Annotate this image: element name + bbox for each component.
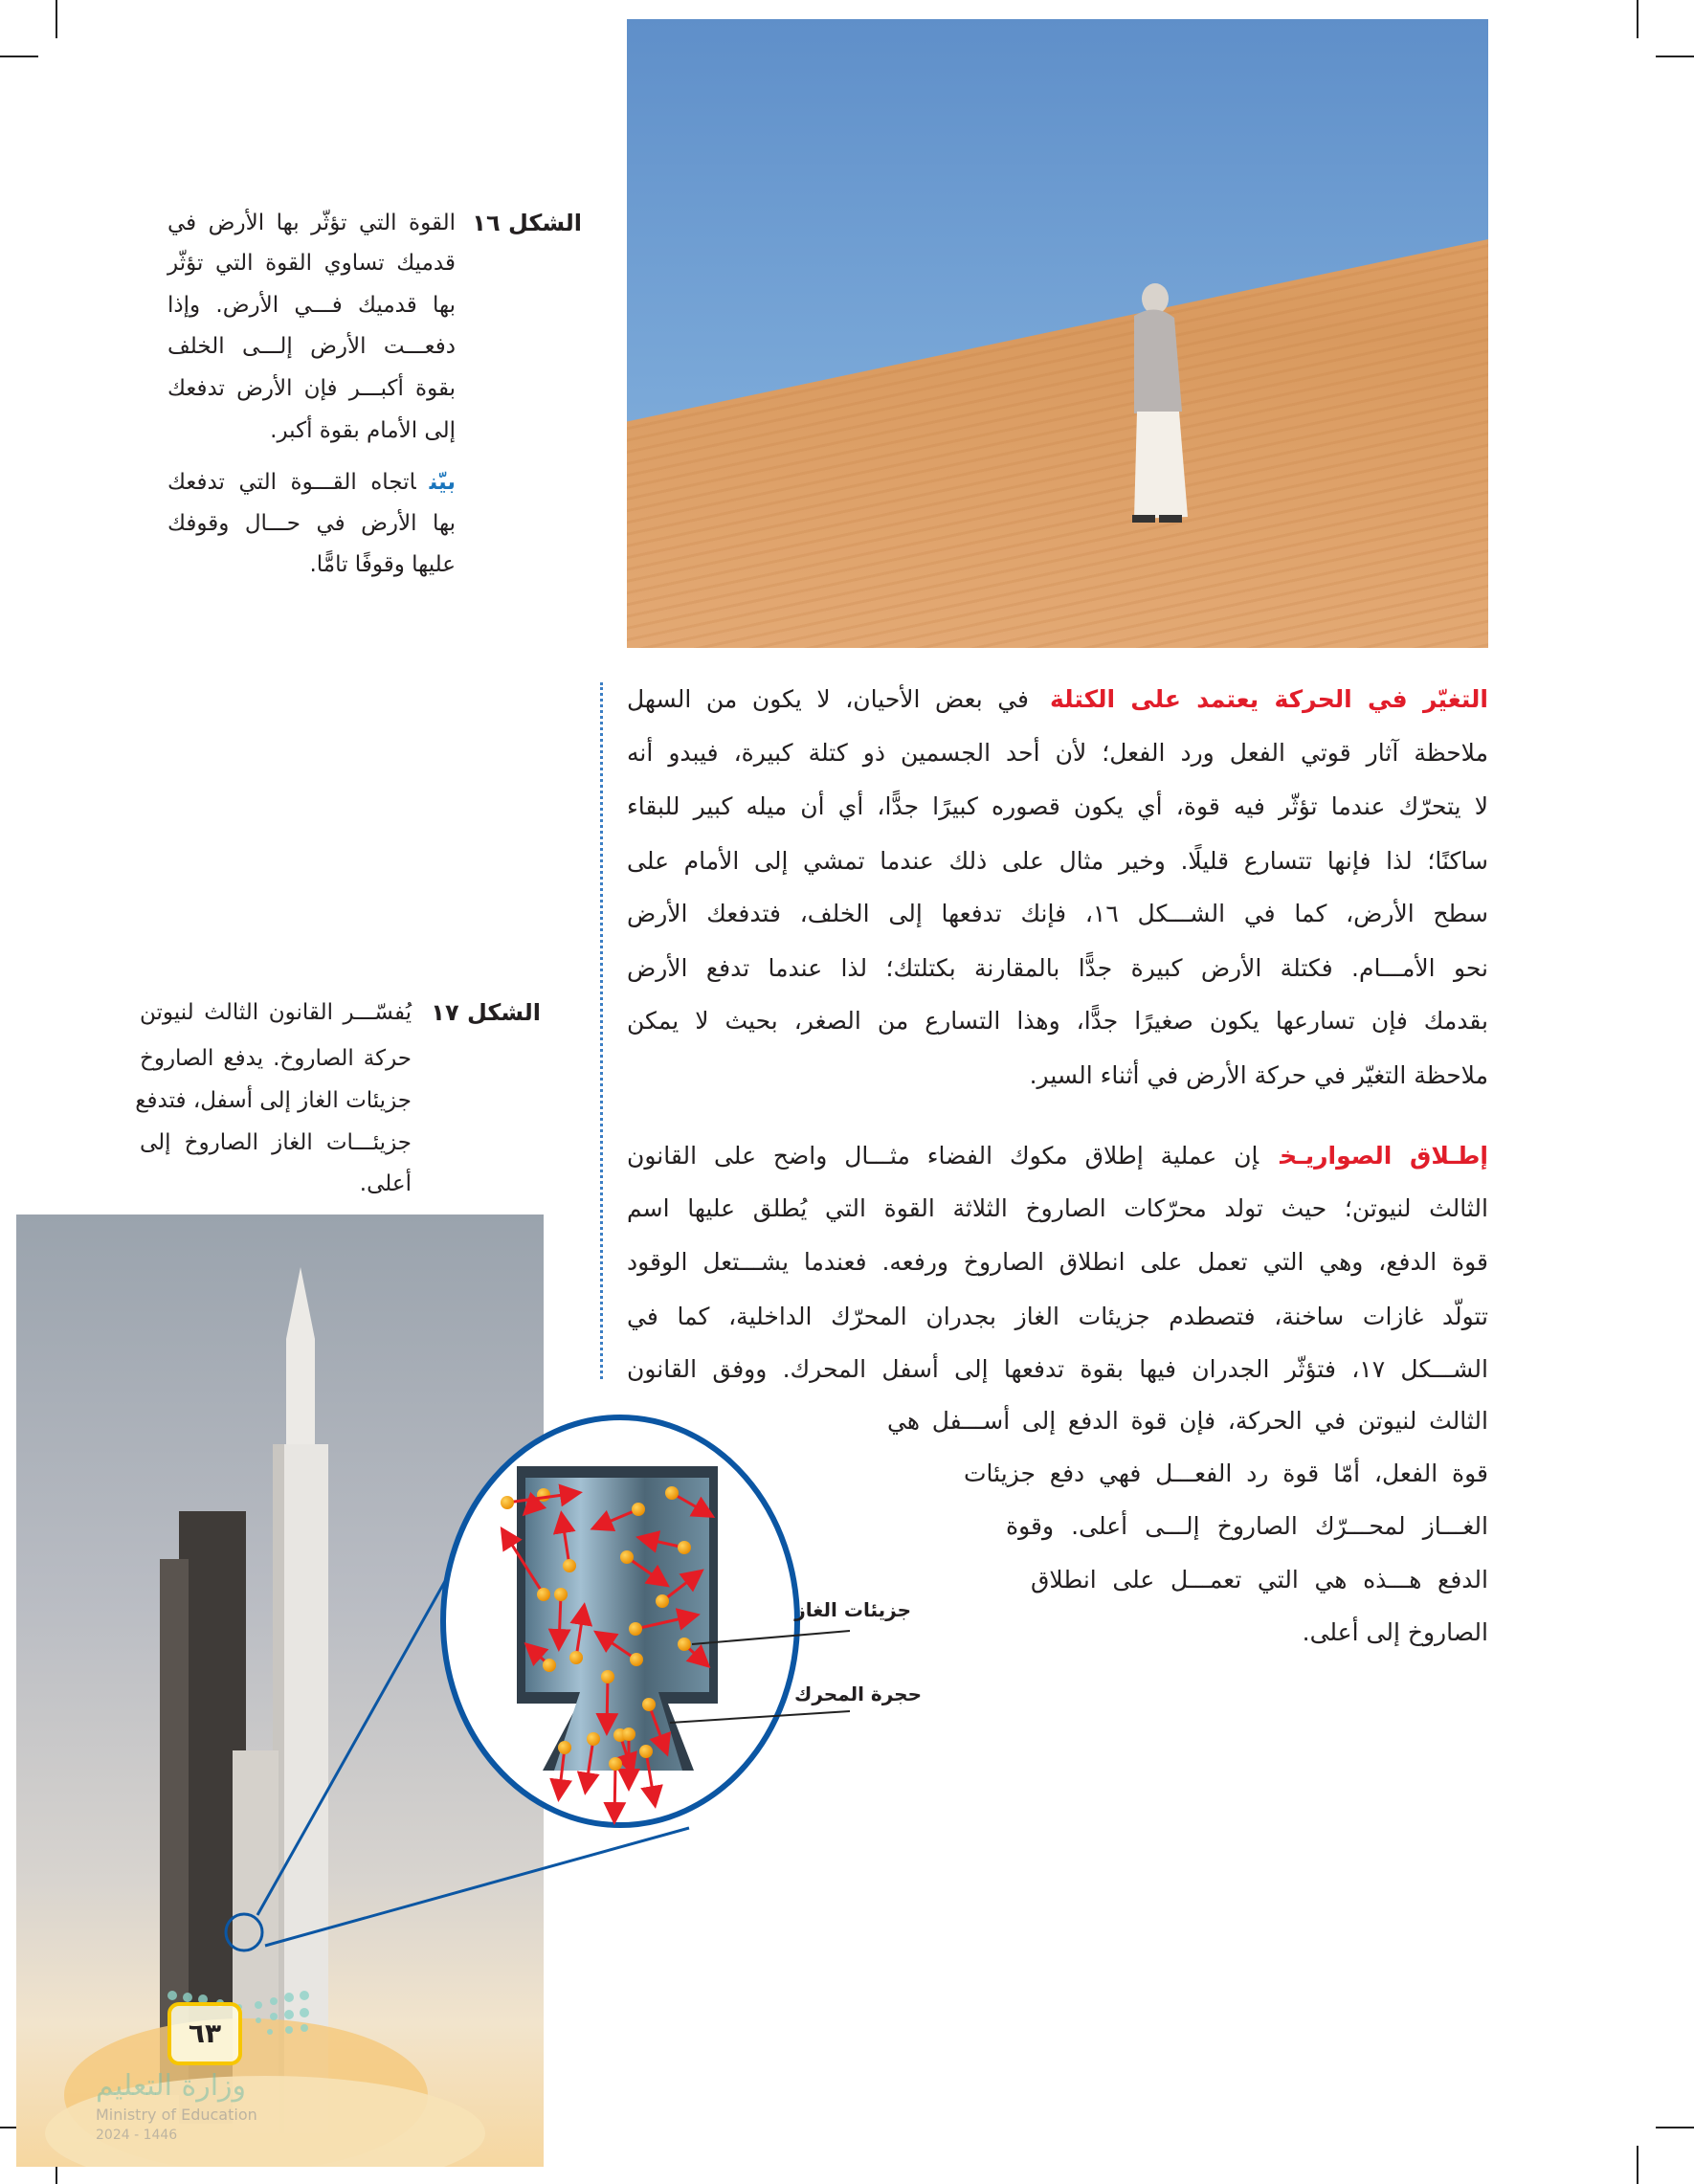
gas-molecule-icon xyxy=(632,1503,645,1516)
gas-molecule-icon xyxy=(630,1653,643,1666)
caption-line: يُفسّـــر القانون الثالث لنيوتن xyxy=(140,1000,412,1025)
paragraph-line: سطح الأرض، كما في الشـــكل ١٦، فإنك تدفعها إلى الخلف، فتدفعك الأرض xyxy=(627,900,1488,927)
watermark-year: 2024 - 1446 xyxy=(96,2128,178,2143)
gas-molecule-icon xyxy=(537,1588,550,1601)
paragraph-line: الثالث لنيوتن؛ حيث تولد محرّكات الصاروخ الثلاثة القوة التي يُطلق عليها اسم xyxy=(627,1194,1488,1222)
section-heading: التغيّر في الحركة يعتمد على الكتلة xyxy=(1050,685,1489,713)
gas-molecule-icon xyxy=(620,1550,634,1564)
paragraph-line: ملاحظة آثار قوتي الفعل ورد الفعل؛ لأن أحد الجسمين ذو كتلة كبيرة، فيبدو أنه xyxy=(627,739,1488,767)
gas-molecule-icon xyxy=(639,1745,653,1758)
paragraph-line: الغـــاز لمحـــرّك الصاروخ إلـــى أعلى. وقوة xyxy=(1006,1512,1488,1540)
question-text: اتجاه القـــوة التي تدفعك xyxy=(167,470,416,495)
gas-molecule-icon xyxy=(678,1541,691,1554)
figure-17-label: الشكل ١٧ xyxy=(431,999,541,1026)
gas-molecule-icon xyxy=(501,1496,514,1509)
paragraph-line: الشـــكل ١٧، فتؤثّر الجدران فيها بقوة تدفعها إلى أسفل المحرك. ووفق القانون xyxy=(627,1355,1488,1383)
gas-molecule-icon xyxy=(609,1757,622,1771)
gas-molecule-icon xyxy=(554,1588,568,1601)
caption-line: جزيئات الغاز إلى أسفل، فتدفع xyxy=(135,1088,412,1113)
caption-line: قدميك تساوي القوة التي تؤثّر xyxy=(167,251,456,276)
caption-line: دفعـــت الأرض إلـــى الخلف xyxy=(167,334,456,359)
gas-molecule-icon xyxy=(629,1622,642,1636)
watermark-logo-text: وزارة التعليم xyxy=(96,2069,247,2103)
caption-line: حركة الصاروخ. يدفع الصاروخ xyxy=(140,1046,412,1071)
caption-line: بقوة أكبـــر فإن الأرض تدفعك xyxy=(167,376,456,401)
watermark-english: Ministry of Education xyxy=(96,2106,257,2124)
caption-line: بها قدميك فـــي الأرض. وإذا xyxy=(167,293,456,318)
paragraph-line: الصاروخ إلى أعلى. xyxy=(1302,1618,1488,1646)
zoom-connector-line xyxy=(265,1828,689,1946)
motion-arrow-icon xyxy=(607,1677,608,1730)
section-heading: إطـلاق الصواريـخ xyxy=(1280,1142,1488,1170)
paragraph-line: بقدمك فإن تسارعها يكون صغيرًا جدًّا، وهذا التسارع من الصغر، بحيث لا يمكن xyxy=(627,1007,1488,1035)
paragraph-line: قوة الدفع، وهي التي تعمل على انطلاق الصاروخ ورفعه. فعندما يشـــتعل الوقود xyxy=(627,1248,1488,1276)
paragraph-line: ساكنًا؛ لذا فإنها تتسارع قليلًا. وخير مثال على ذلك عندما تمشي إلى الأمام على xyxy=(627,847,1488,875)
caption-line: إلى الأمام بقوة أكبر. xyxy=(270,418,456,443)
line-text: في بعض الأحيان، لا يكون من السهل xyxy=(627,685,1030,713)
gas-molecule-icon xyxy=(642,1698,656,1711)
gas-molecule-icon xyxy=(558,1741,571,1754)
gas-molecules-label: جزيئات الغاز xyxy=(794,1598,911,1621)
gas-molecule-icon xyxy=(587,1732,600,1746)
gas-molecule-icon xyxy=(656,1594,669,1608)
paragraph-line: تتولّد غازات ساخنة، فتصطدم جزيئات الغاز بجدران المحرّك الداخلية، كما في xyxy=(627,1303,1488,1330)
paragraph-line: الثالث لنيوتن في الحركة، فإن قوة الدفع إلى أســـفل هي xyxy=(887,1407,1488,1435)
paragraph-line: نحو الأمـــام. فكتلة الأرض كبيرة جدًّا بالمقارنة بكتلتك؛ لذا عندما تدفع الأرض xyxy=(627,954,1488,982)
engine-chamber-label: حجرة المحرك xyxy=(794,1683,922,1705)
paragraph-line: قوة الفعل، أمّا قوة رد الفعـــل فهي دفع جزيئات xyxy=(964,1460,1488,1487)
gas-molecule-icon xyxy=(601,1670,614,1683)
question-line: عليها وقوفًا تامًّا. xyxy=(309,552,456,577)
question-line: بها الأرض في حـــال وقوفك xyxy=(167,511,456,536)
zoom-source-circle xyxy=(226,1914,262,1950)
gas-molecule-icon xyxy=(563,1559,576,1572)
gas-molecule-icon xyxy=(569,1651,583,1664)
gas-molecule-icon xyxy=(543,1659,556,1672)
line-text: إن عملية إطلاق مكوك الفضاء مثـــال واضح على القانون xyxy=(627,1142,1259,1170)
caption-line: القوة التي تؤثّر بها الأرض في xyxy=(167,211,456,235)
figure-16-label: الشكل ١٦ xyxy=(472,210,582,236)
zoom-connector-line xyxy=(257,1574,449,1915)
gas-molecule-icon xyxy=(622,1727,635,1741)
paragraph-line: ملاحظة التغيّر في حركة الأرض في أثناء السير. xyxy=(1029,1061,1488,1089)
motion-arrow-icon xyxy=(614,1764,615,1819)
motion-arrow-icon xyxy=(559,1594,561,1646)
paragraph-line: لا يتحرّك عندما تؤثّر فيه قوة، أي يكون قصوره كبيرًا جدًّا، أي أن ميله كبير للبقاء xyxy=(627,792,1488,820)
question-verb: بيّن xyxy=(429,470,456,495)
gas-molecule-icon xyxy=(665,1486,679,1500)
paragraph-line: الدفع هـــذه هي التي تعمـــل على انطلاق xyxy=(1031,1566,1488,1593)
caption-line: أعلى. xyxy=(359,1171,412,1196)
caption-line: جزيئـــات الغاز الصاروخ إلى xyxy=(140,1130,412,1155)
gas-molecule-icon xyxy=(678,1638,691,1651)
page-number: ٦٣ xyxy=(167,2002,242,2065)
